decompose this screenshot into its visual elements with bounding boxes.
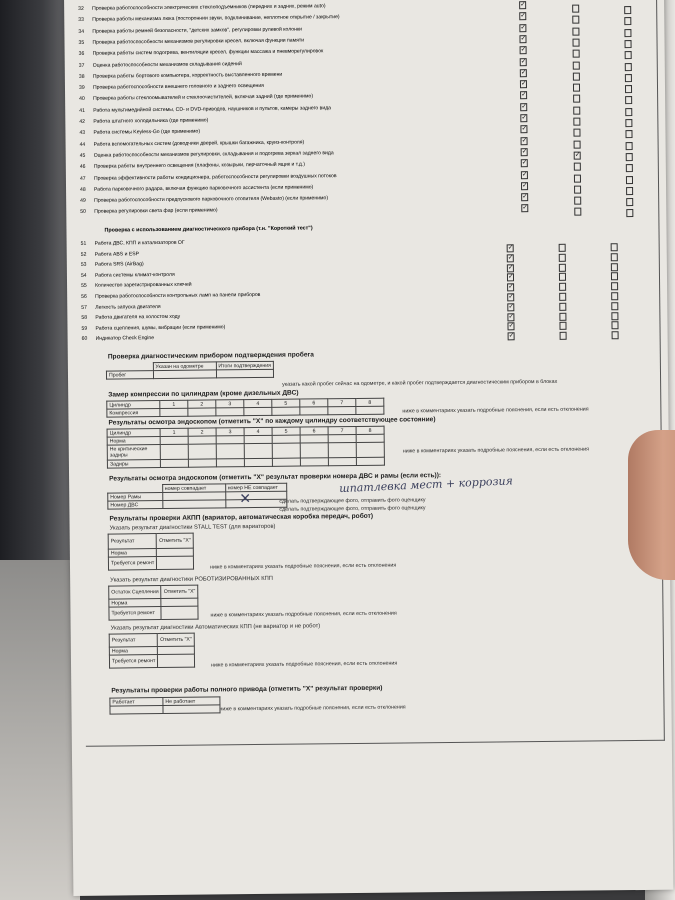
checklist-item (79, 129, 200, 136)
endoscope-cell[interactable] (300, 443, 328, 458)
checklist-item-text: Индикатор Check Engine (95, 335, 155, 343)
checklist-item-number: 53 (80, 261, 87, 269)
compression-col-header: 5 (272, 399, 300, 407)
checklist-item (81, 304, 160, 311)
inspection-sheet (64, 0, 673, 896)
endoscope-col-header: 6 (300, 427, 328, 435)
checkbox[interactable] (572, 38, 579, 46)
auto-repair-cell[interactable] (158, 654, 195, 667)
auto-row-norm: Норма (109, 647, 157, 656)
endoscope-col-header: 7 (328, 426, 356, 434)
checkbox[interactable] (573, 118, 580, 126)
checkbox[interactable]: ✓ (521, 136, 528, 144)
compression-value-cell[interactable] (160, 408, 188, 416)
checkbox[interactable] (559, 293, 566, 301)
checklist-item-text: Работа мультимедийной системы, CD- и DVD-приводов, наушников и пультов, камеры заднего вида (93, 104, 332, 114)
checkbox[interactable] (625, 85, 632, 93)
handwritten-note: шпатлевка мест + коррозия (338, 474, 514, 496)
endoscope-col-header: 4 (244, 427, 272, 435)
checklist-item-text: Проверка работы внутреннего освещения (плафоны, козырьки, перчаточный ящик и т.д.) (93, 161, 306, 170)
checklist-item-text: Работа системы климат-контроля (94, 271, 175, 279)
checkbox[interactable] (625, 96, 632, 104)
checklist-item-text: Работа штатного холодильника (где применимо) (93, 117, 209, 125)
checklist-item-text: Оценка работоспособности механизмов складывания сидений (92, 60, 242, 69)
endoscope-col-header: 5 (272, 427, 300, 435)
checkbox[interactable] (611, 292, 618, 300)
checklist-item (81, 240, 185, 247)
awd-not-works-cell[interactable] (163, 705, 220, 714)
checklist-item-number: 50 (80, 209, 86, 216)
checkbox[interactable] (625, 51, 632, 59)
endoscope-cell[interactable] (356, 442, 384, 457)
auto-col-result: Результат (109, 634, 157, 648)
robot-row-repair: Требуется ремонт (109, 607, 162, 621)
checkbox[interactable]: ✓ (520, 68, 527, 77)
robot-repair-cell[interactable] (161, 606, 198, 619)
checklist-item-number: 49 (80, 197, 86, 204)
checklist-item-number: 33 (78, 17, 84, 24)
handwritten-cross-mark: ✕ (239, 490, 252, 507)
compression-col-header: 8 (356, 398, 384, 406)
checklist-item-number: 52 (80, 251, 87, 258)
checkbox[interactable] (625, 108, 632, 116)
checklist-item-number: 47 (79, 175, 86, 182)
vin-row-engine: Номер ДВС (108, 500, 163, 509)
checkbox[interactable] (626, 142, 633, 150)
checkbox[interactable] (626, 176, 633, 184)
checklist-item-number: 45 (79, 152, 86, 159)
endoscope-col-header: 3 (216, 428, 244, 436)
checklist-item-text: Проверка работы механизма люка (постороннии звуки, подклинивание, неплотное открытие / закрытие) (92, 14, 340, 24)
checklist-item-number: 46 (79, 163, 86, 171)
checklist-item-text: Проверка работы систем подогрева, вентиляции кресел, функции массажа и пневморегулировок (92, 48, 324, 57)
checkbox[interactable] (559, 303, 566, 311)
checklist-item-number: 32 (78, 5, 84, 12)
robot-col-clutch: Остаток Сцепления (109, 586, 162, 600)
awd-col-works: Работает (110, 698, 163, 707)
mileage-table (106, 361, 274, 380)
checklist-item-number: 38 (78, 73, 85, 80)
checkbox[interactable] (624, 29, 631, 37)
checkbox[interactable] (611, 302, 618, 310)
mileage-note: указать какой пробег сейчас на одометре, и какой пробег подтверждается диагностическим прибором в блоках (282, 378, 558, 388)
akpp-row-repair: Требуется ремонт (108, 557, 156, 571)
checkbox[interactable] (611, 282, 618, 290)
awd-title: Результаты проверки работы полного привода (отметить "X" результат проверки) (111, 684, 383, 695)
checkbox[interactable] (625, 40, 632, 48)
checkbox[interactable] (572, 27, 579, 35)
checklist-item-text: Работа ДВС, КПП и катализаторов ОГ (94, 239, 185, 247)
checkbox[interactable] (626, 153, 633, 161)
checkbox[interactable]: ✓ (521, 159, 528, 167)
compression-note: ниже в комментариях указать подробные пояснения, если есть отклонения (402, 406, 589, 415)
checkbox[interactable] (611, 243, 618, 251)
endoscope-cell[interactable] (272, 458, 300, 466)
compression-row-value: Компрессия (107, 409, 160, 418)
checkbox[interactable]: ✓ (507, 273, 514, 281)
checkbox[interactable] (559, 322, 566, 330)
checkbox[interactable] (559, 283, 566, 291)
checkbox[interactable] (625, 63, 632, 71)
endoscope-row-label: Норма (107, 437, 160, 446)
checkbox[interactable]: ✓ (521, 114, 528, 122)
checkbox[interactable]: ✓ (521, 148, 528, 156)
endoscope-cell[interactable] (244, 458, 272, 466)
checklist-item-text: Работа системы Keyless-Go (где применимо) (93, 128, 201, 136)
checkbox[interactable] (560, 332, 567, 340)
checklist-item-text: Проверка работоспособности предпускового парковочного отопителя (Webasto) (если применимо) (94, 195, 329, 204)
checkbox[interactable] (611, 253, 618, 261)
checkbox[interactable] (573, 50, 580, 58)
endoscope-cell[interactable] (328, 442, 356, 457)
endoscope-cell[interactable] (272, 443, 300, 458)
endoscope-title: Результаты осмотра эндоскопом (отметить "X" по каждому цилиндру соответствующее состояние) (108, 416, 436, 427)
checklist-item (81, 272, 175, 279)
vin-engine-mismatch-cell[interactable] (225, 499, 286, 508)
mileage-confirm-cell[interactable] (216, 369, 274, 378)
checkbox[interactable] (574, 140, 581, 148)
checkbox[interactable] (559, 312, 566, 320)
checkbox[interactable]: ✓ (574, 151, 581, 159)
robot-col-mark: Отметить "X" (161, 585, 198, 598)
compression-value-cell[interactable] (188, 408, 216, 416)
awd-note: ниже в комментариях указать подробные пояснения, если есть отклонения (219, 704, 406, 713)
checklist-item-number: 57 (81, 304, 87, 311)
checkbox[interactable]: ✓ (508, 303, 515, 311)
endoscope-col-header: 1 (160, 428, 188, 436)
checkbox[interactable]: ✓ (520, 12, 527, 20)
compression-row-cyl: Цилиндр (107, 401, 160, 410)
endoscope-col-header: 2 (188, 428, 216, 436)
compression-value-cell[interactable] (216, 408, 244, 416)
auto-table (109, 633, 195, 669)
akpp-note: ниже в комментариях указать подробные пояснения, если есть отклонения (209, 562, 397, 571)
checklist-item-number: 54 (80, 272, 87, 279)
compression-col-header: 4 (244, 399, 272, 407)
robot-sub: Указать результат диагностики РОБОТИЗИРОВАННЫХ КПП (110, 575, 273, 584)
checklist-item (81, 282, 192, 289)
checkbox[interactable] (611, 263, 618, 271)
endoscope-col-header: 8 (356, 426, 384, 434)
compression-value-cell[interactable] (356, 406, 384, 414)
checkbox[interactable] (612, 331, 619, 339)
checklist-item-number: 40 (79, 96, 85, 103)
compression-value-cell[interactable] (328, 406, 356, 414)
checkbox[interactable] (624, 6, 631, 14)
auto-col-mark: Отметить "X" (158, 633, 195, 646)
checklist-item-number: 35 (78, 39, 85, 46)
checkbox[interactable] (611, 322, 618, 330)
checklist-item (81, 261, 144, 268)
background-floor (0, 560, 80, 900)
compression-title: Замер компрессии по цилиндрам (кроме дизельных ДВС) (108, 389, 299, 399)
checklist-item-number: 56 (81, 293, 87, 300)
checkbox[interactable] (573, 84, 580, 92)
checklist-item (81, 314, 180, 321)
checklist-item-text: Проверка работы стеклоомывателей и стеклоочистителей, включая задний (где применимо) (93, 93, 314, 103)
endoscope-cell[interactable] (356, 457, 384, 465)
checkbox[interactable] (573, 106, 580, 114)
checkbox[interactable]: ✓ (522, 193, 529, 201)
mileage-row-label: Пробег (106, 371, 153, 379)
checkbox[interactable] (625, 74, 632, 82)
hand-thumb (628, 430, 675, 580)
checklist-item-number: 55 (81, 283, 87, 290)
checklist-item-number: 60 (81, 336, 88, 343)
checkbox[interactable]: ✓ (507, 244, 514, 252)
checkbox[interactable]: ✓ (508, 283, 515, 291)
checkbox[interactable]: ✓ (507, 254, 514, 262)
checklist-item-text: Проверка работоспособности механизмов регулировки кресел, включая функции памяти (92, 37, 305, 46)
checklist-item-text: Легкость запуска двигателя (95, 303, 161, 311)
akpp-stall-sub: Указать результат диагностики STALL TEST (для вариаторов) (109, 523, 276, 532)
checklist-item-text: Работа SRS (AirBag) (94, 261, 144, 268)
checkbox[interactable] (574, 163, 581, 171)
vin-note-engine: сделать подтверждающее фото, отправить фото оценщику (279, 505, 426, 513)
checklist-item-text: Проверка работоспособности электрических стеклоподъемников (передних и задних, режим auto) (92, 3, 326, 12)
checkbox[interactable] (574, 208, 581, 216)
checkbox[interactable]: ✓ (522, 204, 529, 212)
checkbox[interactable] (573, 72, 580, 80)
checkbox[interactable] (559, 244, 566, 252)
checkbox[interactable]: ✓ (521, 181, 528, 190)
checkbox[interactable]: ✓ (521, 102, 528, 110)
checkbox[interactable] (574, 174, 581, 182)
checkbox[interactable]: ✓ (508, 322, 515, 330)
checkbox[interactable] (573, 95, 580, 103)
vin-title: Результаты осмотра эндоскопом (отметить "X" результат проверки номера ДВС и рамы (если есть)): (109, 472, 442, 483)
checkbox[interactable]: ✓ (508, 293, 515, 301)
checkbox[interactable] (624, 17, 631, 25)
mileage-odometer-cell[interactable] (153, 370, 216, 379)
checklist-item-text: Оценка работоспособности механизмов регулировки, складывания и подогрева зеркал заднего вида (93, 150, 334, 159)
checklist-item (81, 251, 139, 258)
endoscope-cell[interactable] (300, 458, 328, 466)
checklist-item-text: Работа сцепления, шумы, вибрации (если применимо) (95, 324, 226, 332)
checklist-item-text: Количество зарегистрированных ключей (95, 282, 192, 290)
compression-value-cell[interactable] (244, 407, 272, 415)
checkbox[interactable]: ✓ (521, 125, 528, 133)
checkbox[interactable] (626, 164, 633, 172)
checklist-item-text: Проверка регулировки света фар (если применимо) (94, 207, 218, 216)
checkbox[interactable] (559, 263, 566, 271)
checkbox[interactable] (574, 185, 581, 193)
checklist-item-number: 44 (79, 141, 86, 148)
compression-col-header: 7 (328, 398, 356, 406)
checklist-item-text: Работа двигателя на холостом ходу (95, 313, 181, 321)
checklist-item-number: 58 (81, 314, 88, 322)
checkbox[interactable]: ✓ (520, 57, 527, 65)
checkbox[interactable]: ✓ (520, 46, 527, 54)
checklist-item-number: 59 (81, 325, 88, 332)
checklist-item-text: Проверка работоспособности контрольных ламп на панели приборов (95, 291, 261, 300)
compression-col-header: 2 (188, 400, 216, 408)
endoscope-row-label: Задиры (107, 460, 160, 469)
checkbox[interactable]: ✓ (508, 312, 515, 320)
checkbox[interactable]: ✓ (520, 23, 527, 31)
checkbox[interactable] (611, 312, 618, 320)
robot-note: ниже в комментариях указать подробные пояснения, если есть отклонения (210, 610, 397, 619)
compression-col-header: 6 (300, 399, 328, 407)
endoscope-cell[interactable] (216, 444, 244, 459)
endoscope-row-label: Цилиндр (107, 429, 160, 438)
checkbox[interactable] (572, 5, 579, 13)
checklist-item-number: 41 (79, 107, 85, 114)
endoscope-cell[interactable] (188, 444, 216, 459)
akpp-repair-cell[interactable] (157, 556, 194, 569)
checkbox[interactable]: ✓ (521, 170, 528, 178)
mileage-col-confirm: Итоги подтверждения (216, 361, 274, 370)
endoscope-cell[interactable] (188, 459, 216, 467)
checklist-item-number: 39 (78, 84, 85, 91)
robot-row-norm: Норма (109, 599, 162, 608)
endoscope-cell[interactable] (328, 457, 356, 465)
compression-col-header: 1 (160, 400, 188, 408)
endoscope-cell[interactable] (216, 459, 244, 467)
checkbox[interactable] (574, 197, 581, 205)
vin-row-frame: Номер Рамы (108, 492, 163, 501)
checkbox[interactable]: ✓ (508, 332, 515, 340)
akpp-table (108, 533, 194, 571)
checklist-item-number: 51 (80, 240, 87, 247)
checklist-item-number: 48 (80, 186, 86, 193)
mileage-title: Проверка диагностическим прибором подтверждения пробега (107, 351, 314, 361)
akpp-col-mark: Отметить "X" (156, 533, 193, 548)
awd-works-cell[interactable] (110, 706, 163, 715)
checkbox[interactable] (625, 130, 632, 138)
checkbox[interactable] (625, 119, 632, 127)
compression-value-cell[interactable] (300, 407, 328, 415)
compression-col-header: 3 (216, 400, 244, 408)
endoscope-cell[interactable] (160, 444, 188, 459)
checkbox[interactable] (572, 16, 579, 24)
auto-sub: Указать результат диагностики Автоматических КПП (не вариатор и не робот) (110, 623, 321, 632)
checklist-item-text: Проверка работы бортового компьютера, корректность выставленного времени (92, 71, 283, 80)
auto-row-repair: Требуется ремонт (109, 655, 157, 669)
checkbox[interactable] (626, 198, 633, 206)
checklist-item-number: 42 (79, 118, 86, 125)
checkbox[interactable]: ✓ (521, 91, 527, 99)
checklist-item-text: Проверка работы ремней безопасности, "детских замков", регулировки рулевой колонки (92, 26, 303, 35)
checklist-item-number: 43 (79, 130, 86, 137)
checkbox[interactable]: ✓ (507, 263, 514, 271)
akpp-title: Результаты проверки АКПП (вариатор, автоматическая коробка передач, робот) (109, 512, 374, 523)
checklist-item-text: Работа парковочного радара, включая функцию парковочного ассистента (если применимо) (94, 184, 314, 193)
awd-table (109, 696, 220, 714)
checklist-item-number: 34 (78, 28, 85, 35)
checkbox[interactable] (573, 61, 580, 69)
compression-table (106, 398, 384, 418)
vin-note-frame: сделать подтверждающее фото, отправить фото оценщику (279, 497, 426, 505)
endoscope-row-label: Не критические задиры (107, 445, 160, 461)
checklist-item-number: 37 (78, 62, 85, 69)
checkbox[interactable] (559, 254, 566, 262)
diag-header: Проверка с использованием диагностического прибора (т.н. "Короткий тест") (104, 225, 313, 234)
compression-value-cell[interactable] (272, 407, 300, 415)
checkbox[interactable] (559, 273, 566, 281)
akpp-row-norm: Норма (108, 549, 156, 558)
vin-engine-match-cell[interactable] (162, 500, 225, 509)
endoscope-table (107, 426, 385, 469)
checklist-item-text: Проверка эффективности работы кондиционера, работоспособности регулировки воздушных потоков (93, 172, 337, 182)
akpp-col-result: Результат (108, 534, 156, 550)
checklist-item-text: Работа ABS и ESP (94, 250, 140, 258)
checkbox[interactable] (573, 129, 580, 137)
checkbox[interactable]: ✓ (520, 35, 527, 43)
mileage-col-odometer: Указан на одометре (153, 362, 216, 371)
vin-table (107, 483, 287, 510)
vin-col-mismatch: номер НЕ совпадает (225, 483, 286, 492)
endoscope-cell[interactable] (244, 443, 272, 458)
checklist-item (82, 335, 154, 342)
checklist-item-text: Работа вспомогательных систем (доводчики дверей, крышки багажника, круиз-контроля) (93, 139, 305, 148)
checkbox[interactable] (626, 209, 633, 217)
checklist-item-text: Проверка работоспособности внешнего головного и заднего освещения (92, 83, 264, 91)
awd-col-not-works: Не работает (163, 697, 220, 706)
checkbox[interactable]: ✓ (520, 80, 527, 88)
checkbox[interactable] (626, 187, 633, 195)
auto-note: ниже в комментариях указать подробные пояснения, если есть отклонения (211, 660, 398, 669)
checkbox[interactable]: ✓ (520, 1, 527, 9)
robot-table (108, 585, 198, 621)
endoscope-cell[interactable] (160, 459, 188, 467)
vin-col-match: номер совпадает (162, 484, 225, 493)
checklist-item-number: 36 (78, 50, 85, 58)
endoscope-note: ниже в комментариях указать подробные пояснения, если есть отклонения (402, 446, 590, 455)
checkbox[interactable] (611, 273, 618, 281)
